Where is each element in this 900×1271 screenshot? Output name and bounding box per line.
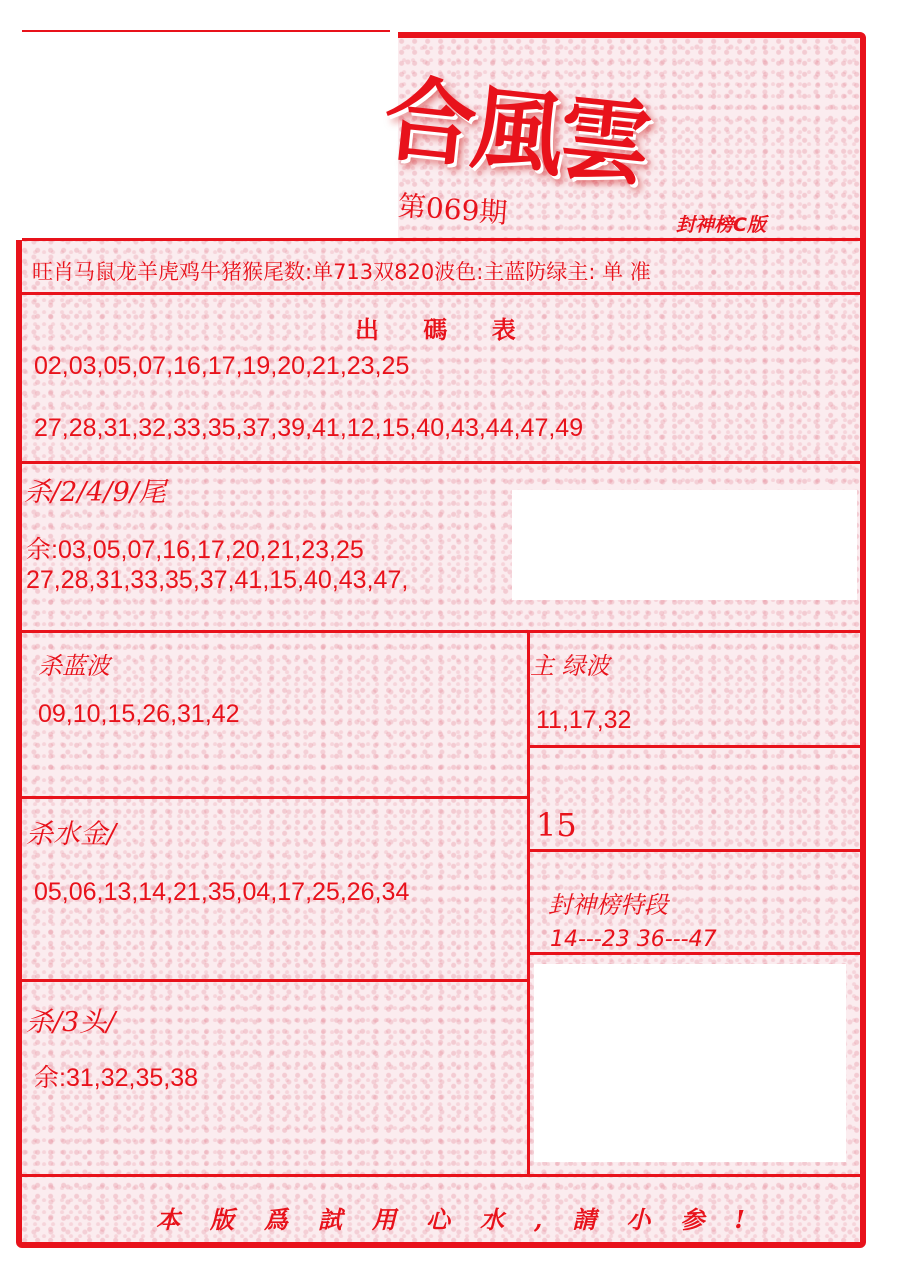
head-kill-label: 杀/3头/ [26,1007,116,1038]
rule-above-footer [22,1174,866,1177]
head-remaining-numbers: 余:31,32,35,38 [34,1064,199,1092]
rule-right-2 [528,849,866,852]
rule-under-masthead [22,238,866,241]
rule-right-3 [528,952,866,955]
tail-kill-label: 杀/2/4/9/尾 [24,477,166,508]
rule-under-tail [22,630,866,633]
green-wave-numbers: 11,17,32 [536,706,632,734]
rule-left-1 [22,796,530,799]
rule-right-1 [528,745,866,748]
element-kill-label: 杀水金/ [26,819,117,850]
bottom-right-blank-panel [534,964,846,1162]
element-kill-numbers: 05,06,13,14,21,35,04,17,25,26,34 [34,878,410,906]
issue-number: 第069期 [396,189,509,230]
masthead-blank-panel [16,30,398,240]
rule-under-chuma [22,461,866,464]
chuma-line-1: 02,03,05,07,16,17,19,20,21,23,25 [34,352,410,380]
single-pick-number: 15 [536,806,577,844]
masthead-top-rule [22,30,390,32]
special-range-values: 14---23 36---47 [550,927,717,952]
edition-label: 封神榜C版 [676,214,766,236]
tail-blank-panel [512,490,857,600]
green-wave-label: 主 绿波 [530,652,610,680]
tail-remaining-line-1: 余:03,05,07,16,17,20,21,23,25 [26,536,364,564]
tip-line: 旺肖马鼠龙羊虎鸡牛猪猴尾数:单713双820波色:主蓝防绿主: 单 准 [32,260,651,284]
blue-wave-label: 杀蓝波 [38,652,110,680]
column-divider [527,630,530,1176]
blue-wave-numbers: 09,10,15,26,31,42 [38,700,240,728]
masthead-title: 合風雲 [378,63,653,199]
special-range-label: 封神榜特段 [548,891,668,919]
chuma-line-2: 27,28,31,32,33,35,37,39,41,12,15,40,43,44,47,49 [34,414,584,442]
footer-note: 本版爲試用心水,請小参! [156,1205,775,1234]
rule-under-tip [22,292,866,295]
rule-left-2 [22,979,530,982]
chuma-heading: 出 碼 表 [355,315,534,344]
tail-remaining-line-2: 27,28,31,33,35,37,41,15,40,43,47, [26,566,409,594]
